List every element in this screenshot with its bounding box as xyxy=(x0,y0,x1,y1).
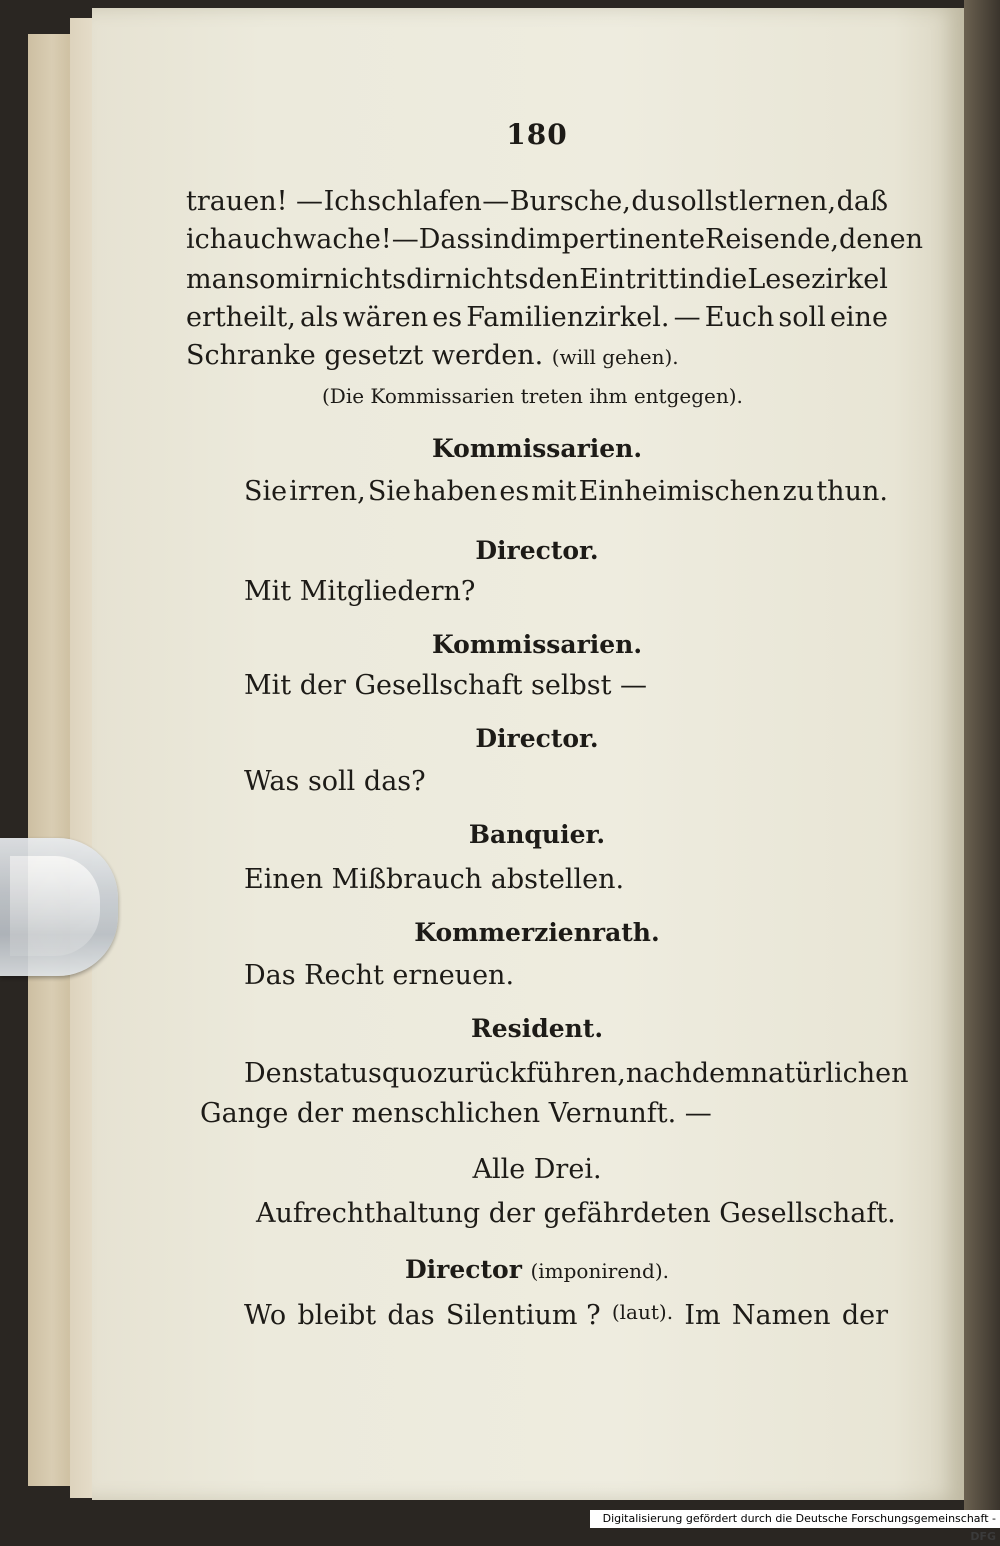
text-line-4-word: es xyxy=(432,302,463,333)
text-line-2-word: Das xyxy=(418,224,471,255)
text-line-3-word: die xyxy=(705,264,748,295)
text-line-4-word: Familienzirkel. xyxy=(466,302,670,333)
text-line-5-main: Schranke gesetzt werden. xyxy=(186,340,544,371)
stage-note-imponirend: (imponirend). xyxy=(530,1259,669,1283)
text-line-3-word: man xyxy=(186,264,246,295)
speaker-director-3-name: Director xyxy=(405,1255,522,1284)
speech-kommissarien-2: Mit der Gesellschaft selbst — xyxy=(244,670,648,701)
text-line-4-word: wären xyxy=(342,302,429,333)
text-line-4-word: soll xyxy=(778,302,826,333)
speech-director-3-word: Namen xyxy=(731,1300,831,1331)
speech-kommissarien-1-word: haben xyxy=(413,476,498,507)
dfg-logo: DFG xyxy=(970,1530,996,1543)
speaker-banquier: Banquier. xyxy=(468,820,606,849)
text-line-1-word: daß xyxy=(836,186,888,217)
speech-banquier: Einen Mißbrauch abstellen. xyxy=(244,864,625,895)
text-line-1 xyxy=(186,188,888,215)
page-number: 180 xyxy=(506,118,568,151)
text-line-2-word: auch xyxy=(227,224,294,255)
speech-director-3-word: Silentium ? xyxy=(445,1300,601,1331)
speech-kommissarien-1-word: Sie xyxy=(367,476,411,507)
dfg-footer xyxy=(590,1510,1000,1543)
text-line-3-word: nichts xyxy=(322,264,406,295)
text-line-2 xyxy=(186,224,924,255)
speech-director-3-word: der xyxy=(841,1300,888,1331)
speech-director-3 xyxy=(244,1302,888,1329)
text-line-2-word: sind xyxy=(470,224,528,255)
speaker-director-1: Director. xyxy=(475,536,599,565)
speech-kommissarien-1 xyxy=(244,478,888,505)
text-line-1-word: schlafen xyxy=(367,186,482,217)
speech-director-3-word: Im xyxy=(684,1300,721,1331)
text-line-3-word: Eintritt xyxy=(579,264,680,295)
text-line-1-word: Ich xyxy=(323,186,367,217)
text-line-4-word: als xyxy=(299,302,339,333)
speech-resident-word: Den xyxy=(244,1058,300,1089)
text-line-1-word: trauen! — xyxy=(186,186,324,217)
text-line-3-word: in xyxy=(679,264,706,295)
text-line-4-word: — xyxy=(673,302,701,333)
text-line-2-word: wache! xyxy=(293,224,392,255)
speech-kommissarien-1-word: thun. xyxy=(816,476,888,507)
text-line-3-word: den xyxy=(528,264,580,295)
speech-director-3-word: bleibt xyxy=(297,1300,377,1331)
speech-kommissarien-1-word: Einheimischen xyxy=(578,476,781,507)
text-line-1-word: lernen, xyxy=(739,186,837,217)
text-line-2-word: denen xyxy=(839,224,924,255)
speech-director-3-word: das xyxy=(387,1300,435,1331)
text-line-4 xyxy=(186,304,888,331)
speech-kommissarien-1-word: zu xyxy=(782,476,815,507)
text-line-2-word: Reisende, xyxy=(704,224,839,255)
text-line-2-word: ich xyxy=(186,224,228,255)
text-line-3-word: dir xyxy=(406,264,445,295)
footer-credit: Digitalisierung gefördert durch die Deutsche Forschungsgemeinschaft - xyxy=(602,1512,996,1525)
speech-alle-drei: Aufrechthaltung der gefährdeten Gesellschaft. xyxy=(256,1198,896,1229)
binding-shadow xyxy=(964,0,1000,1510)
text-line-2-word: impertinente xyxy=(527,224,705,255)
speech-resident-word: zurückführen, xyxy=(432,1058,626,1089)
text-line-3-word: mir xyxy=(275,264,323,295)
speech-director-2: Was soll das? xyxy=(244,766,426,797)
text-line-3 xyxy=(186,266,888,293)
speech-resident-word: status xyxy=(299,1058,382,1089)
speech-resident-line-1 xyxy=(244,1058,909,1089)
speech-resident-word: dem xyxy=(691,1058,751,1089)
speaker-kommissarien-1: Kommissarien. xyxy=(431,434,643,463)
text-line-4-word: ertheilt, xyxy=(186,302,296,333)
text-line-1-word: du xyxy=(631,186,667,217)
speech-resident-word: quo xyxy=(381,1058,433,1089)
page-clip xyxy=(0,838,118,976)
speech-director-3-word: Wo xyxy=(244,1300,287,1331)
speech-kommissarien-1-word: es xyxy=(499,476,530,507)
speaker-director-3 xyxy=(186,1256,888,1283)
speaker-director-2: Director. xyxy=(475,724,599,753)
text-line-4-word: eine xyxy=(829,302,888,333)
text-line-3-word: Lesezirkel xyxy=(747,264,888,295)
speech-resident-word: nach xyxy=(625,1058,692,1089)
text-line-3-word: so xyxy=(245,264,276,295)
speech-director-3-word: (laut). xyxy=(611,1300,674,1324)
speaker-kommissarien-2: Kommissarien. xyxy=(431,630,643,659)
text-line-3-word: nichts xyxy=(445,264,529,295)
speech-resident-line-2: Gange der menschlichen Vernunft. — xyxy=(200,1098,712,1129)
stage-note-will-gehen: (will gehen). xyxy=(551,345,679,369)
text-line-1-word: sollst xyxy=(666,186,739,217)
text-line-5 xyxy=(186,342,679,369)
text-line-1-word: — xyxy=(482,186,510,217)
speaker-kommerzienrath: Kommerzienrath. xyxy=(414,918,660,947)
speech-resident-word: natürlichen xyxy=(750,1058,909,1089)
speaker-resident: Resident. xyxy=(470,1014,604,1043)
stage-direction: (Die Kommissarien treten ihm entgegen). xyxy=(322,384,743,408)
speech-kommissarien-1-word: mit xyxy=(531,476,577,507)
text-line-2-word: — xyxy=(391,224,419,255)
text-line-4-word: Euch xyxy=(704,302,775,333)
speech-kommissarien-1-word: irren, xyxy=(289,476,366,507)
speech-kommissarien-1-word: Sie xyxy=(244,476,288,507)
speech-kommerzienrath: Das Recht erneuen. xyxy=(244,960,515,991)
text-line-1-word: Bursche, xyxy=(509,186,631,217)
speech-director-1: Mit Mitgliedern? xyxy=(244,576,476,607)
speaker-alle-drei: Alle Drei. xyxy=(472,1154,602,1185)
